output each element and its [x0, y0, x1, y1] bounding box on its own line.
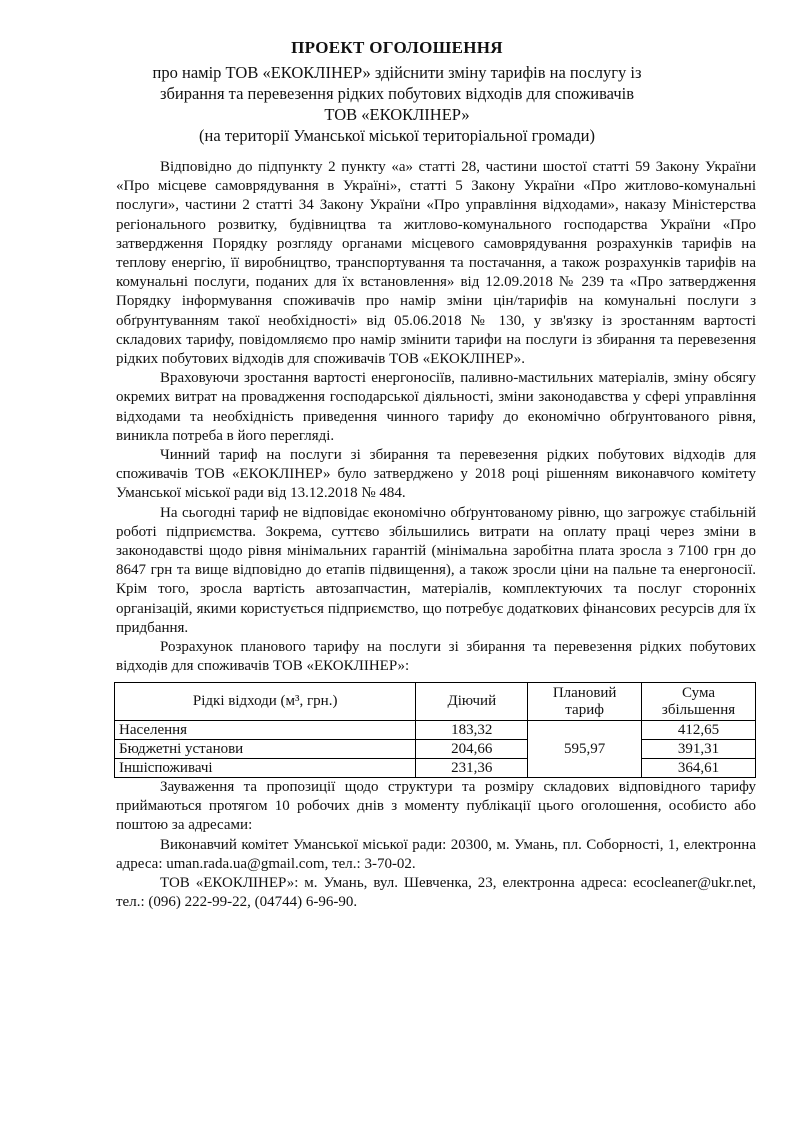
header-current: Діючий	[416, 683, 528, 721]
paragraph-economic-situation: На сьогодні тариф не відповідає економічно обґрунтованому рівню, що загрожує стабільній роботі підприємства. Зокрема, суттєво збільшились витрати на оплату праці через зміни в законодавстві щодо рівня мінімальних гарантій (мінімальна заробітна плата зросла з 7100 грн до 8647 грн та вище відповідно до етапів підвищення), а також зросли ціни на пальне та енергоносії. Крім того, зросла вартість автозапчастин, матеріалів, комплектуючих та послуг сторонніх організацій, якими користується підприємство, що потребує додаткових фінансових ресурсів для їх придбання.	[116, 504, 756, 636]
table-row	[115, 721, 756, 740]
planned-tariff-value: 595,97	[528, 721, 642, 778]
paragraph-calculation-intro: Розрахунок планового тарифу на послуги зі збирання та перевезення рідких побутових відходів для споживачів ТОВ «ЕКОКЛІНЕР»:	[116, 639, 756, 675]
row-current: 231,36	[416, 759, 528, 778]
row-increase: 391,31	[642, 740, 756, 759]
paragraph-feedback: Зауваження та пропозиції щодо структури та розміру складових відповідного тарифу приймаються протягом 10 робочих днів з моменту публікації цього оголошення, особисто або поштою за адресами:	[116, 779, 756, 834]
header-planned: Плановий тариф	[528, 683, 642, 721]
main-text	[116, 158, 756, 676]
row-current: 204,66	[416, 740, 528, 759]
row-name: Іншіспоживачі	[115, 759, 416, 778]
table-row	[115, 740, 756, 759]
subtitle-line-3: ТОВ «ЕКОКЛІНЕР»	[324, 105, 470, 124]
paragraph-legal-basis: Відповідно до підпункту 2 пункту «а» статті 28, частини шостої статті 59 Закону України «Про місцеве самоврядування в Україні», статті 5 Закону України «Про житлово-комунальні послуги», частини 2 статті 34 Закону України «Про управління відходами», наказу Міністерства регіонального розвитку, будівництва та житлово-комунального господарства України «Про затвердження Порядку розгляду органами місцевого самоврядування розрахунків тарифів на теплову енергію, її виробництво, транспортування та постачання, а також розрахунків тарифів на комунальні послуги, поданих для їх встановлення» від 12.09.2018 № 239 та «Про затвердження Порядку інформування споживачів про намір зміни цін/тарифів на комунальні послуги з обґрунтуванням такої необхідності» від 05.06.2018 № 130, у зв'язку із зростанням вартості складових тарифу, повідомляємо про намір змінити тарифи на послуги із збирання та перевезення рідких побутових відходів для споживачів ТОВ «ЕКОКЛІНЕР».	[116, 159, 756, 368]
header-waste-type: Рідкі відходи (м³, грн.)	[115, 683, 416, 721]
paragraph-reasons: Враховуючи зростання вартості енергоносіїв, паливно-мастильних матеріалів, зміну обсягу окремих витрат на провадження господарської діяльності, зміни законодавства у сфері управління відходами та необхідність приведення чинного тарифу до економічно обґрунтованого рівня, виникла потреба в його перегляді.	[116, 370, 756, 444]
table-header-row	[115, 683, 756, 721]
row-name: Бюджетні установи	[115, 740, 416, 759]
subtitle-line-1: про намір ТОВ «ЕКОКЛІНЕР» здійснити зміну тарифів на послугу із	[152, 63, 642, 82]
subtitle-line-2: збирання та перевезення рідких побутових відходів для споживачів	[159, 84, 635, 103]
row-current: 183,32	[416, 721, 528, 740]
header-increase: Сума збільшення	[642, 683, 756, 721]
subtitle-line-4: (на території Уманської міської територіальної громади)	[199, 126, 595, 145]
row-name: Населення	[115, 721, 416, 740]
table-row	[115, 759, 756, 778]
paragraph-city-council-contact: Виконавчий комітет Уманської міської ради: 20300, м. Умань, пл. Соборності, 1, електронна адреса: uman.rada.ua@gmail.com, тел.: 3-70-02.	[116, 836, 756, 872]
tariff-table	[114, 682, 756, 778]
document-title: ПРОЕКТ ОГОЛОШЕННЯ	[291, 38, 503, 57]
paragraph-company-contact: ТОВ «ЕКОКЛІНЕР»: м. Умань, вул. Шевченка, 23, електронна адреса: ecocleaner@ukr.net, тел.: (096) 222-99-22, (04744) 6-96-90.	[116, 875, 756, 911]
row-increase: 364,61	[642, 759, 756, 778]
contacts-section	[116, 778, 756, 912]
paragraph-current-tariff: Чинний тариф на послуги зі збирання та перевезення рідких побутових відходів для споживачів ТОВ «ЕКОКЛІНЕР» було затверджено у 2018 році рішенням виконавчого комітету Уманської міської ради від 13.12.2018 № 484.	[116, 447, 756, 502]
row-increase: 412,65	[642, 721, 756, 740]
